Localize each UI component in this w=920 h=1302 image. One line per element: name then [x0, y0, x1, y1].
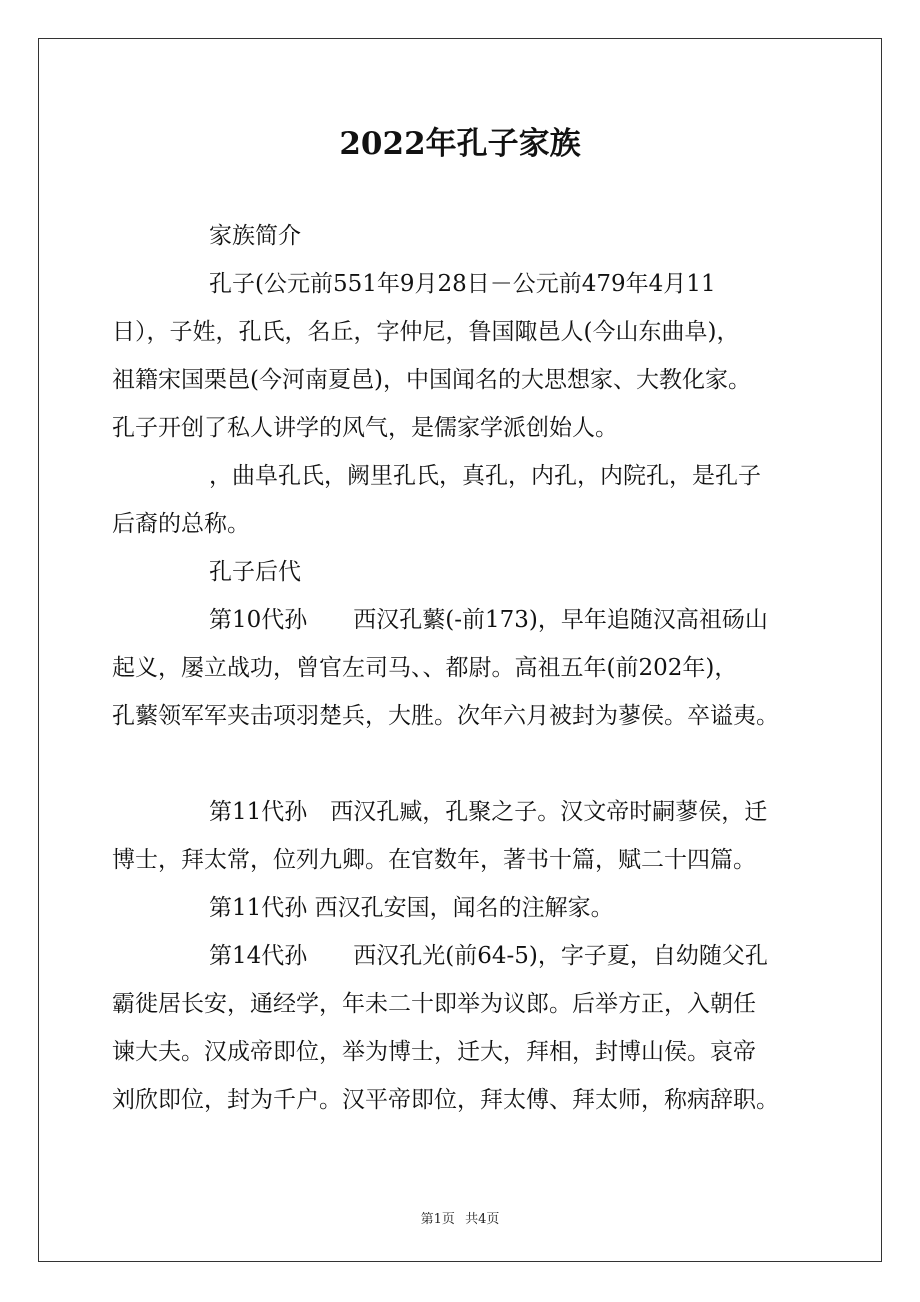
paragraph-gap [112, 740, 824, 788]
page-number: 第1页 [420, 1212, 455, 1227]
paragraph-line: 博士，拜太常，位列九卿。在官数年，著书十篇，赋二十四篇。 [112, 847, 756, 873]
section-heading-descendants: 孔子后代 [209, 559, 301, 585]
paragraph-line: 后裔的总称。 [112, 511, 250, 537]
section-heading-family-intro: 家族简介 [209, 223, 301, 249]
page-total: 共4页 [465, 1212, 500, 1227]
paragraph-line: 起义，屡立战功，曾官左司马、、都尉。高祖五年(前202年)， [112, 655, 738, 681]
paragraph-line: 第10代孙 西汉孔蘩(-前173)，早年追随汉高祖砀山 [209, 607, 768, 633]
paragraph-line: ，曲阜孔氏，阙里孔氏，真孔，内孔，内院孔，是孔子 [209, 463, 761, 489]
paragraph-line: 日），子姓，孔氏，名丘，字仲尼，鲁国陬邑人(今山东曲阜)， [112, 319, 740, 345]
document-title: 2022年孔子家族 [339, 126, 581, 162]
paragraph-line: 第14代孙 西汉孔光(前64-5)，字子夏，自幼随父孔 [209, 943, 768, 969]
page-footer [0, 1208, 920, 1227]
paragraph-line: 第11代孙 西汉孔安国，闻名的注解家。 [209, 895, 614, 921]
paragraph-line: 孔子(公元前551年9月28日－公元前479年4月11 [209, 271, 716, 297]
paragraph-line: 霸徙居长安，通经学，年未二十即举为议郎。后举方正，入朝任 [112, 991, 756, 1017]
paragraph-line: 祖籍宋国栗邑(今河南夏邑)，中国闻名的大思想家、大教化家。 [112, 367, 751, 393]
paragraph-line: 谏大夫。汉成帝即位，举为博士，迁大，拜相，封博山侯。哀帝 [112, 1039, 756, 1065]
paragraph-line: 第11代孙 西汉孔臧，孔聚之子。汉文帝时嗣蓼侯，迁 [209, 799, 768, 825]
paragraph-line: 孔蘩领军军夹击项羽楚兵，大胜。次年六月被封为蓼侯。卒谥夷。 [112, 703, 779, 729]
paragraph-line: 孔子开创了私人讲学的风气，是儒家学派创始人。 [112, 415, 618, 441]
document-body [112, 212, 824, 1124]
paragraph-line: 刘欣即位，封为千户。汉平帝即位，拜太傅、拜太师，称病辞职。 [112, 1087, 779, 1113]
